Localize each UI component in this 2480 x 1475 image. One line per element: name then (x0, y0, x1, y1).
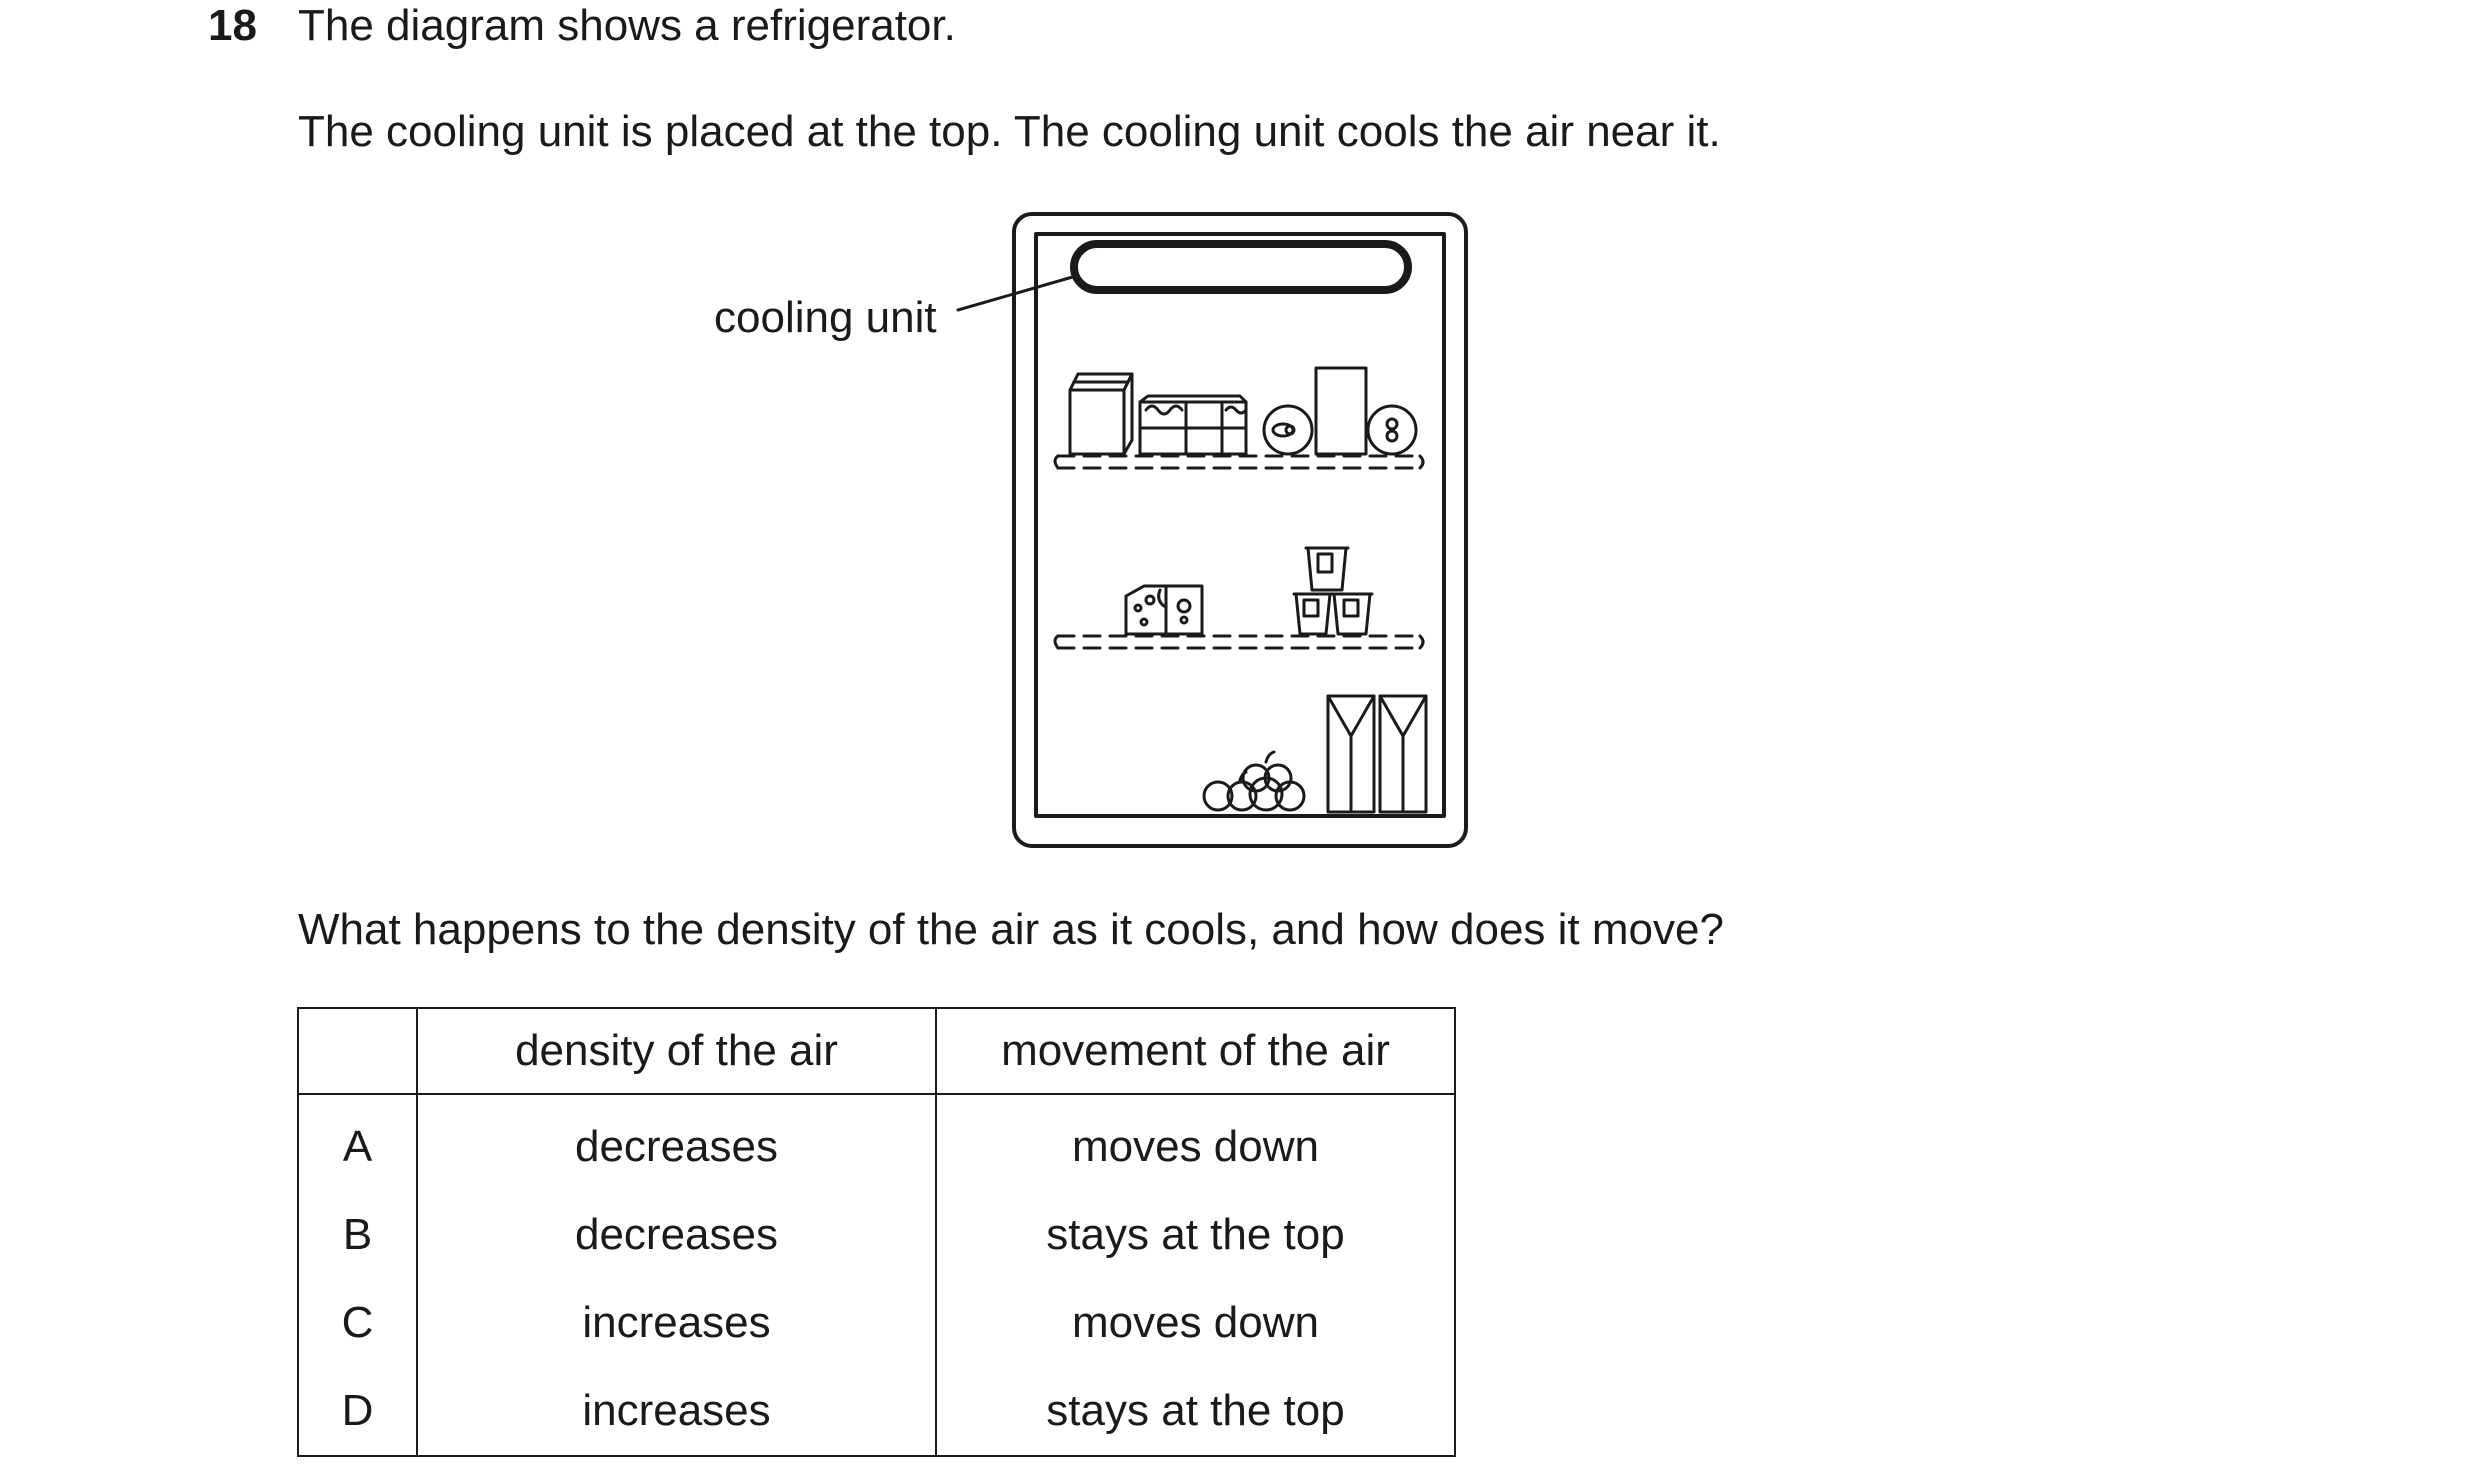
fridge-inner-icon (1036, 234, 1444, 816)
fridge-outer-icon (1014, 214, 1466, 846)
question-number: 18 (208, 1, 257, 50)
question-prompt: What happens to the density of the air as it cools, and how does it move? (298, 905, 1724, 954)
yogurt-pots-icon (1294, 548, 1372, 634)
question-stem-line1: The diagram shows a refrigerator. (298, 1, 956, 50)
option-movement: stays at the top (936, 1191, 1455, 1279)
option-movement: moves down (936, 1279, 1455, 1367)
shelf-top-icon (1055, 456, 1423, 468)
answer-option-a[interactable] (298, 1094, 1455, 1191)
food-box-icon (1140, 396, 1246, 454)
bottle-icon (1316, 368, 1366, 454)
option-letter[interactable]: C (298, 1279, 417, 1367)
answer-table-header (298, 1008, 1455, 1094)
option-density: decreases (417, 1191, 936, 1279)
option-letter[interactable]: A (298, 1094, 417, 1191)
fruit-icon (1204, 752, 1304, 810)
option-letter[interactable]: D (298, 1367, 417, 1456)
option-density: increases (417, 1279, 936, 1367)
option-density: increases (417, 1367, 936, 1456)
answer-option-c[interactable] (298, 1279, 1455, 1367)
answer-table (297, 1007, 1456, 1457)
cheese-icon (1126, 586, 1202, 634)
milk-carton-icon (1070, 374, 1132, 454)
header-movement: movement of the air (936, 1008, 1455, 1094)
header-option (298, 1008, 417, 1094)
option-density: decreases (417, 1094, 936, 1191)
cooling-unit-label: cooling unit (714, 293, 937, 342)
option-movement: stays at the top (936, 1367, 1455, 1456)
can-icon (1264, 406, 1312, 454)
answer-option-d[interactable] (298, 1367, 1455, 1456)
cooling-unit-icon (1074, 244, 1408, 290)
header-density: density of the air (417, 1008, 936, 1094)
juice-cartons-icon (1328, 696, 1426, 812)
option-letter[interactable]: B (298, 1191, 417, 1279)
question-stem-line2: The cooling unit is placed at the top. The cooling unit cools the air near it. (298, 107, 1721, 156)
option-movement: moves down (936, 1094, 1455, 1191)
label-leader-line (958, 276, 1076, 310)
answer-option-b[interactable] (298, 1191, 1455, 1279)
shelf-middle-icon (1055, 636, 1423, 648)
can-icon-2 (1368, 406, 1416, 454)
